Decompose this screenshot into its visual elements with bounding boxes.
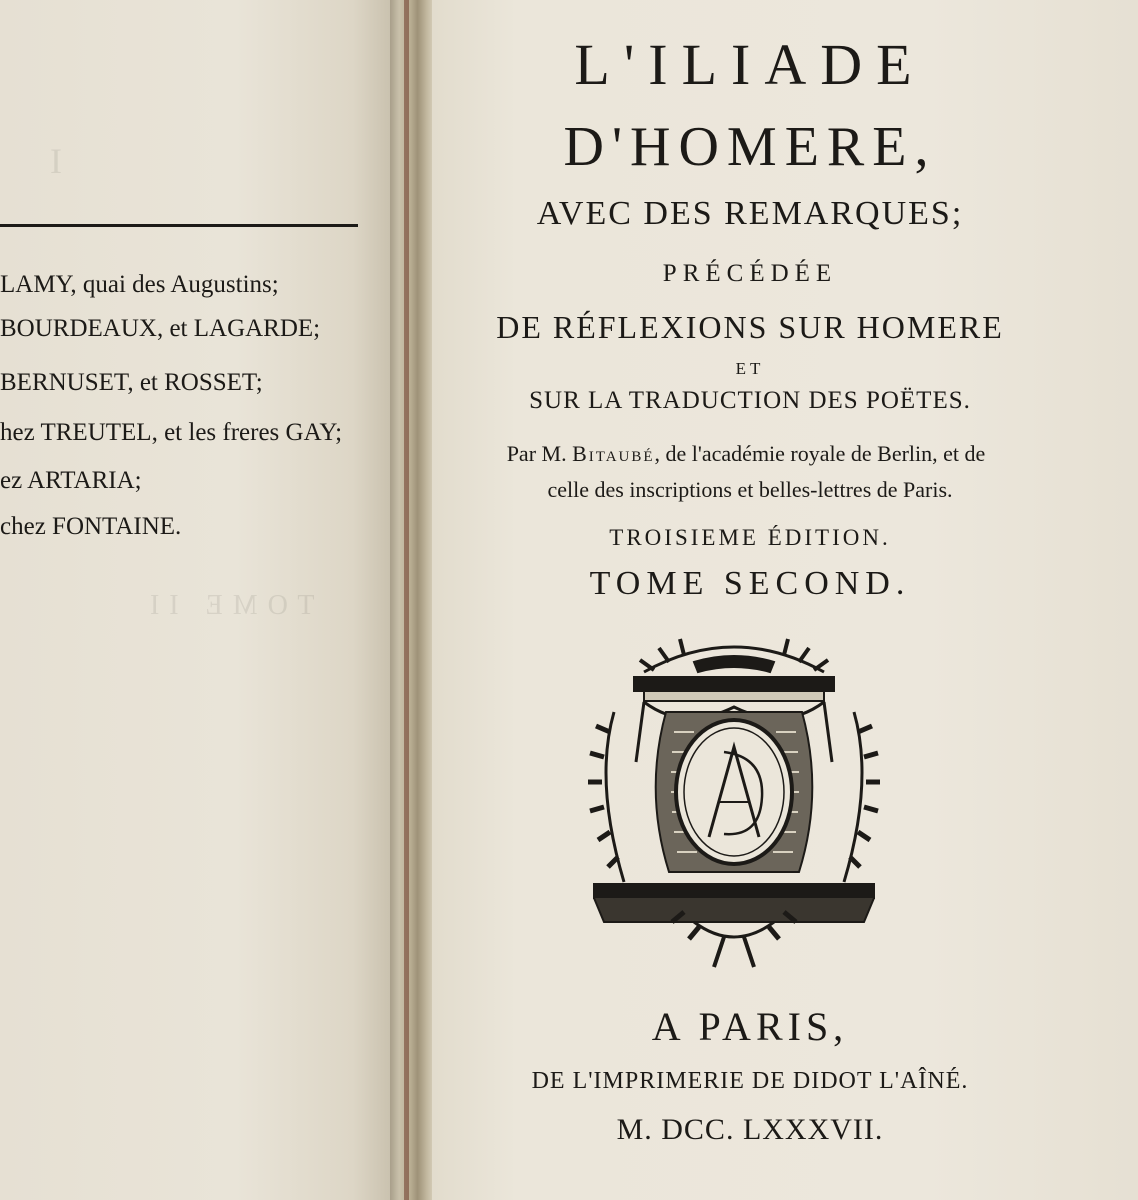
bookseller-line: BERNUSET, et ROSSET; xyxy=(0,369,263,396)
show-through-text: I xyxy=(40,141,62,181)
author-prefix: Par M. xyxy=(506,441,573,466)
spine-edge xyxy=(404,0,409,1200)
title-page xyxy=(432,0,1138,1200)
precedee-line: PRÉCÉDÉE xyxy=(662,260,838,287)
horizontal-rule xyxy=(0,224,358,227)
traduction-line: SUR LA TRADUCTION DES POËTES. xyxy=(529,387,971,414)
bookseller-line: BOURDEAUX, et LAGARDE; xyxy=(0,315,321,342)
bookseller-line: ez ARTARIA; xyxy=(0,467,142,494)
left-page xyxy=(0,0,392,1200)
conjunction-line: ET xyxy=(735,359,765,378)
title-line-1: L'ILIADE xyxy=(574,32,926,97)
bookseller-line: chez FONTAINE. xyxy=(0,513,182,540)
place-of-publication: A PARIS, xyxy=(651,1004,849,1049)
publication-year: M. DCC. LXXXVII. xyxy=(616,1113,884,1146)
author-name: Bitaubé xyxy=(572,441,655,466)
edition-line: TROISIEME ÉDITION. xyxy=(609,525,891,550)
book-gutter xyxy=(390,0,436,1200)
subtitle: AVEC DES REMARQUES; xyxy=(536,195,964,232)
reflexions-line: DE RÉFLEXIONS SUR HOMERE xyxy=(496,309,1004,345)
bookseller-line: LAMY, quai des Augustins; xyxy=(0,271,279,298)
bookseller-line: hez TREUTEL, et les freres GAY; xyxy=(0,419,343,446)
printer-device-emblem xyxy=(574,622,894,972)
tome-line: TOME SECOND. xyxy=(589,565,911,602)
printer-line: DE L'IMPRIMERIE DE DIDOT L'AÎNÉ. xyxy=(531,1068,969,1094)
author-affiliation: , de l'académie royale de Berlin, et de xyxy=(654,441,986,466)
show-through-text: TOME II xyxy=(140,590,315,621)
author-line-2: celle des inscriptions et belles-lettres de Paris. xyxy=(547,477,953,502)
author-line-1 xyxy=(432,438,1064,470)
title-line-2: D'HOMERE, xyxy=(563,116,937,178)
